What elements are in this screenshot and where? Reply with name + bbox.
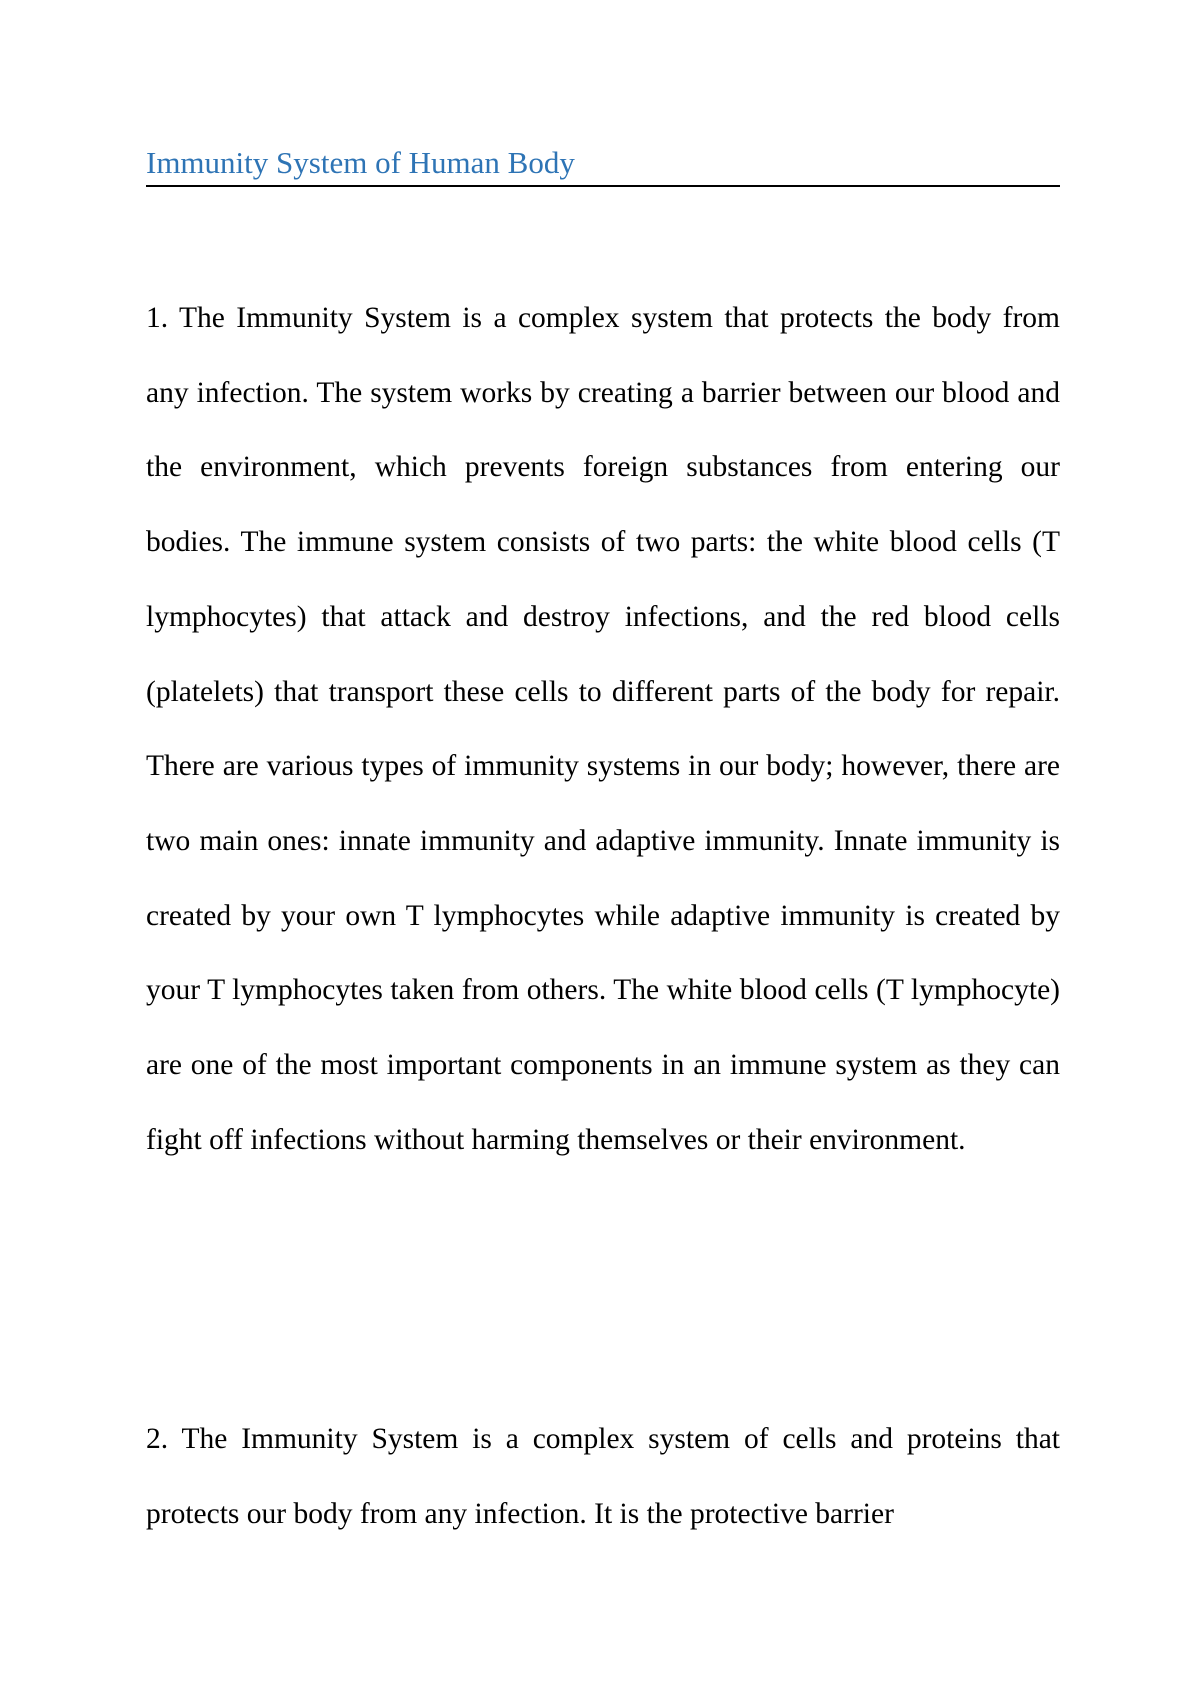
paragraph-2: 2. The Immunity System is a complex system of cells and proteins that protects our body from any infection. It is the protective barrier (146, 1423, 1060, 1530)
document-title: Immunity System of Human Body (146, 145, 575, 180)
title-underline-rule (146, 185, 1060, 187)
paragraph-1: 1. The Immunity System is a complex system that protects the body from any infection. The system works by creating a barrier between our blood and the environment, which prevents foreign substances from entering our bodies. The immune system consists of two parts: the white blood cells (T lymphocytes) that attack and destroy infections, and the red blood cells (platelets) that transport these cells to different parts of the body for repair. There are various types of immunity systems in our body; however, there are two main ones: innate immunity and adaptive immunity. Innate immunity is created by your own T lymphocytes while adaptive immunity is created by your T lymphocytes taken from others. The white blood cells (T lymphocyte) are one of the most important components in an immune system as they can fight off infections without harming themselves or their environment. (146, 302, 1060, 1156)
